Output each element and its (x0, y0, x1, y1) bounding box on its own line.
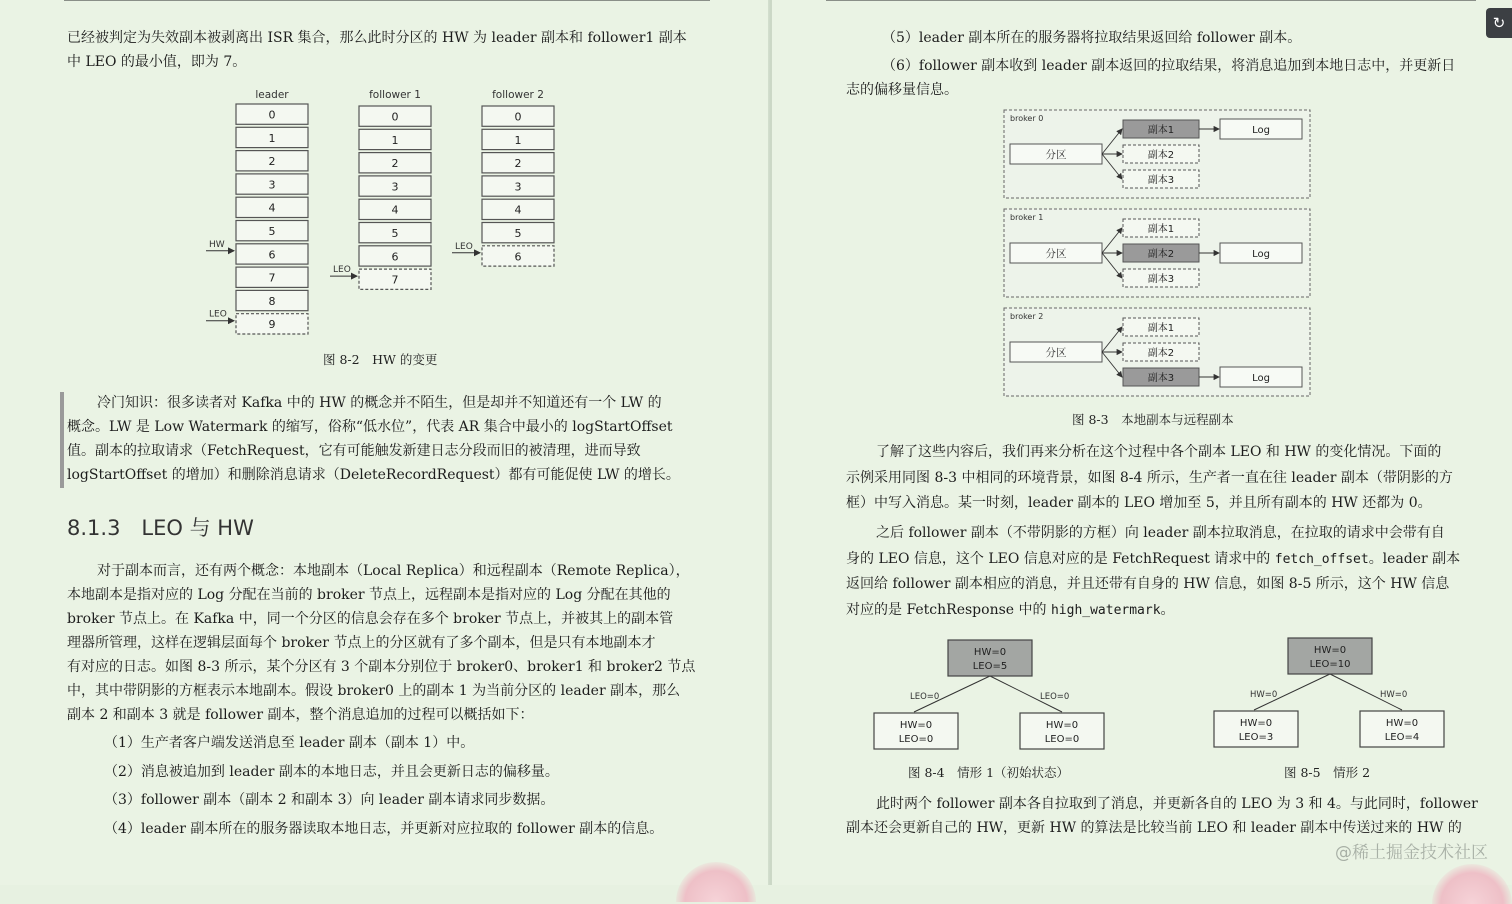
step-line: （4）leader 副本所在的服务器读取本地日志，并更新对应拉取的 follower 副本的信息。 (104, 821, 664, 837)
log-label: Log (1252, 125, 1270, 136)
log-offset: 6 (391, 250, 399, 264)
partition-label: 分区 (1045, 347, 1067, 359)
step-line: （2）消息被追加到 leader 副本的本地日志，并且会更新日志的偏移量。 (104, 764, 559, 780)
figure-case2 (1210, 634, 1450, 754)
edge-label: LEO=0 (910, 692, 940, 702)
replica-label: 副本1 (1147, 224, 1175, 235)
paragraph-line: 副本 2 和副本 3 就是 follower 副本，整个消息追加的过程可以概括如下： (67, 707, 534, 723)
log-offset: 1 (268, 131, 276, 145)
edge-label: LEO=0 (1040, 692, 1070, 702)
text-run: 返回给 follower 副本相应的消息，并且还带有自身的 HW 信息，如图 8-5 所示，这个 HW 信息 (846, 576, 1450, 592)
log-offset: 0 (514, 110, 522, 124)
paragraph-line: 中 LEO 的最小值，即为 7。 (67, 54, 247, 70)
broker-label: broker 1 (1010, 213, 1044, 222)
log-offset: 5 (514, 227, 522, 240)
top-rule (64, 0, 710, 1)
figure-local-remote-replica (1000, 106, 1316, 402)
partition-label: 分区 (1045, 248, 1067, 260)
log-offset: 3 (514, 180, 522, 194)
top-rule (826, 0, 1476, 1)
log-offset: 4 (514, 203, 522, 217)
paragraph-line: 理器所管理，这样在逻辑层面每个 broker 节点上的分区就有了多个副本，但是只有本地副本才 (67, 635, 656, 651)
step-line: 志的偏移量信息。 (846, 82, 958, 98)
tip-line: 冷门知识：很多读者对 Kafka 中的 HW 的概念并不陌生，但是却并不知道还有一个 LW 的 (97, 395, 662, 411)
log-offset: 5 (391, 227, 399, 240)
replica-label: 副本2 (1147, 348, 1175, 359)
broker-label: broker 2 (1010, 312, 1044, 321)
replica-label: 副本1 (1147, 323, 1175, 334)
paragraph-line (846, 598, 1175, 623)
log-offset: 3 (391, 180, 399, 194)
figure-caption: 图 8-5 情形 2 (1284, 765, 1371, 780)
tip-line: 值。副本的拉取请求（FetchRequest，它有可能触发新建日志分段而旧的被清理，进而导致 (67, 443, 641, 459)
tip-bar (60, 392, 64, 488)
text-run: 。 (1160, 602, 1175, 618)
paragraph-line: 对于副本而言，还有两个概念：本地副本（Local Replica）和远程副本（Remote Replica）， (97, 563, 690, 579)
log-label: Log (1252, 249, 1270, 260)
hw-value: HW=0 (1239, 718, 1273, 729)
section-heading: 8.1.3 LEO 与 HW (67, 516, 254, 540)
log-offset: 8 (268, 294, 276, 308)
hw-value: HW=0 (973, 647, 1007, 658)
figure-caption: 图 8-3 本地副本与远程副本 (1072, 412, 1234, 427)
paragraph-line: 已经被判定为失效副本被剥离出 ISR 集合，那么此时分区的 HW 为 leader 副本和 follower1 副本 (67, 30, 687, 46)
right-page (772, 0, 1512, 885)
broker-label: broker 0 (1010, 114, 1044, 123)
log-offset: 3 (268, 178, 276, 192)
log-offset: 4 (268, 201, 276, 215)
hw-value: HW=0 (899, 720, 933, 731)
paragraph-line: 副本还会更新自己的 HW，更新 HW 的算法是比较当前 LEO 和 leader 副本中传送过来的 HW 的 (846, 820, 1462, 836)
replica-label: 副本3 (1147, 175, 1175, 186)
leo-value: LEO=4 (1384, 732, 1420, 743)
left-page (0, 0, 770, 885)
text-run: 。leader 副本 (1368, 551, 1461, 567)
step-line: （5）leader 副本所在的服务器将拉取结果返回给 follower 副本。 (882, 30, 1302, 46)
text-run: 对应的是 FetchResponse 中的 (846, 602, 1051, 618)
tip-line: logStartOffset 的增加）和删除消息请求（DeleteRecordRequest）都有可能促使 LW 的增长。 (67, 467, 680, 483)
paragraph-line (846, 547, 1460, 572)
text-run: 身的 LEO 信息，这个 LEO 信息对应的是 FetchRequest 请求中的 (846, 551, 1275, 567)
step-line: （3）follower 副本（副本 2 和副本 3）向 leader 副本请求同步数据。 (104, 792, 555, 808)
log-offset: 6 (268, 248, 276, 262)
paragraph-line: 有对应的日志。如图 8-3 所示，某个分区有 3 个副本分别位于 broker0、broker1 和 broker2 节点 (67, 659, 696, 675)
replica-label: 副本3 (1147, 274, 1175, 285)
replica-label: 副本1 (1147, 125, 1175, 136)
replica-label: 副本2 (1147, 249, 1175, 260)
hw-value: HW=0 (1385, 718, 1419, 729)
paragraph-line: broker 节点上。在 Kafka 中，同一个分区的信息会存在多个 broker 节点上，并被其上的副本管 (67, 611, 674, 627)
replica-label: 副本2 (1147, 150, 1175, 161)
log-offset: 4 (391, 203, 399, 217)
figure-hw-change (190, 82, 590, 346)
log-offset: 0 (391, 110, 399, 124)
figure-caption: 图 8-2 HW 的变更 (323, 352, 438, 367)
partition-label: 分区 (1045, 149, 1067, 161)
figure-case1 (870, 636, 1110, 756)
pointer-label: LEO (333, 265, 351, 276)
column-title: follower 2 (492, 89, 544, 101)
column-title: leader (255, 89, 289, 101)
paragraph-line (876, 521, 1445, 545)
paragraph-line: 示例采用同图 8-3 中相同的环境背景，如图 8-4 所示，生产者一直在往 leader 副本（带阴影的方 (846, 470, 1453, 486)
leo-value: LEO=0 (1044, 734, 1080, 745)
decorative-sticker (676, 862, 756, 902)
paragraph-line: 中，其中带阴影的方框表示本地副本。假设 broker0 上的副本 1 为当前分区的 leader 副本，那么 (67, 683, 681, 699)
paragraph-line (846, 572, 1449, 596)
edge-label: HW=0 (1380, 690, 1408, 700)
column-title: follower 1 (369, 89, 421, 101)
paragraph-line: 了解了这些内容后，我们再来分析在这个过程中各个副本 LEO 和 HW 的变化情况。下面的 (876, 444, 1442, 460)
hw-value: HW=0 (1045, 720, 1079, 731)
log-offset: 2 (268, 155, 276, 169)
step-line: （1）生产者客户端发送消息至 leader 副本（副本 1）中。 (104, 735, 475, 751)
log-offset: 7 (391, 273, 399, 287)
log-label: Log (1252, 373, 1270, 384)
leo-value: LEO=10 (1309, 659, 1351, 670)
pointer-label: HW (209, 239, 225, 250)
log-offset: 7 (268, 271, 276, 285)
edge-label: HW=0 (1250, 690, 1278, 700)
hw-value: HW=0 (1313, 645, 1347, 656)
code-inline: fetch_offset (1274, 552, 1369, 567)
step-line: （6）follower 副本收到 leader 副本返回的拉取结果，将消息追加到本地日志中，并更新日 (882, 58, 1456, 74)
log-offset: 6 (514, 250, 522, 264)
tip-line: 概念。LW 是 Low Watermark 的缩写，俗称“低水位”，代表 AR 集合中最小的 logStartOffset (67, 419, 673, 435)
paragraph-line: 此时两个 follower 副本各自拉取到了消息，并更新各自的 LEO 为 3 和 4。与此同时，follower (876, 796, 1478, 812)
pointer-label: LEO (209, 309, 227, 320)
log-offset: 2 (514, 157, 522, 171)
figure-caption: 图 8-4 情形 1（初始状态） (908, 765, 1070, 780)
watermark: @稀土掘金技术社区 (1335, 843, 1488, 863)
replica-label: 副本3 (1147, 373, 1175, 384)
leo-value: LEO=5 (972, 661, 1008, 672)
code-inline: high_watermark (1050, 603, 1161, 618)
paragraph-line: 框）中写入消息。某一时刻，leader 副本的 LEO 增加至 5，并且所有副本的 HW 还都为 0。 (846, 495, 1432, 511)
decorative-sticker (1432, 864, 1512, 904)
paragraph-line: 本地副本是指对应的 Log 分配在当前的 broker 节点上，远程副本是指对应的 Log 分配在其他的 (67, 587, 671, 603)
log-offset: 1 (514, 133, 522, 147)
log-offset: 0 (268, 108, 276, 122)
log-offset: 9 (268, 318, 276, 332)
leo-value: LEO=3 (1238, 732, 1274, 743)
log-offset: 5 (268, 225, 276, 238)
log-offset: 1 (391, 133, 399, 147)
log-offset: 2 (391, 157, 399, 171)
text-run: 之后 follower 副本（不带阴影的方框）向 leader 副本拉取消息，在拉取的请求中会带有自 (876, 525, 1445, 541)
leo-value: LEO=0 (898, 734, 934, 745)
history-icon[interactable]: ↻ (1486, 8, 1512, 38)
pointer-label: LEO (455, 241, 473, 252)
